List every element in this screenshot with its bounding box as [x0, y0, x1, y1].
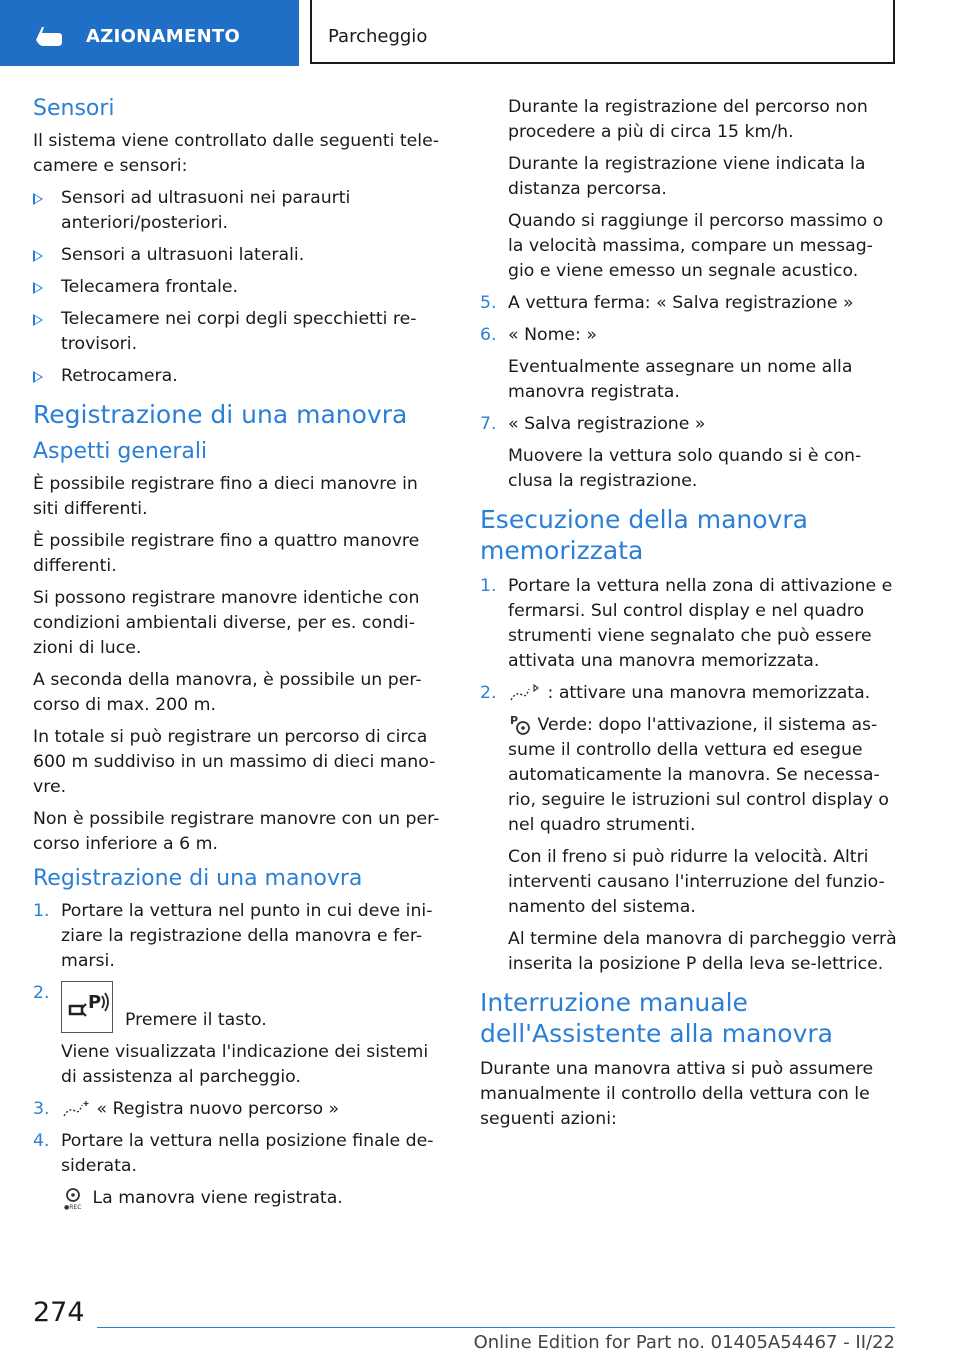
exec-step-1: 1. Portare la vettura nella zona di attivazione e fermarsi. Sul control display e nel quadro strumenti viene segnalato che può essere attivata una manovra memorizzata.	[480, 576, 893, 671]
list-item: Telecamere nei corpi degli specchietti re-trovisori.	[33, 307, 448, 357]
svg-text:P: P	[88, 992, 102, 1013]
paragraph: Durante la registrazione viene indicata la distanza percorsa.	[508, 154, 866, 199]
paragraph: A seconda della manovra, è possibile un per-corso di max. 200 m.	[33, 670, 422, 715]
heading-aspetti: Aspetti generali	[33, 439, 208, 464]
exec-step-2: 2. : attivare una manovra memorizzata.	[480, 683, 871, 703]
topic-title: Parcheggio	[328, 26, 428, 47]
heading-interruzione: Interruzione manuale dell'Assistente alla manovra	[480, 988, 833, 1048]
heading-registrazione-sub: Registrazione di una manovra	[33, 866, 363, 891]
heading-registrazione: Registrazione di una manovra	[33, 400, 408, 429]
sensori-intro: Il sistema viene controllato dalle seguenti tele-camere e sensori:	[33, 131, 439, 176]
heading-sensori: Sensori	[33, 96, 115, 121]
paragraph: In totale si può registrare un percorso di circa 600 m suddiviso in un massimo di dieci mano-vre.	[33, 727, 436, 797]
parking-assist-button-icon	[61, 981, 113, 1033]
paragraph: Quando si raggiunge il percorso massimo o la velocità massima, compare un messag-gio e viene emesso un segnale acustico.	[508, 211, 884, 281]
section-title: AZIONAMENTO	[86, 26, 241, 47]
list-item: Sensori a ultrasuoni laterali.	[33, 243, 448, 268]
section-tab	[0, 0, 299, 66]
steering-active-icon	[508, 713, 532, 737]
list-item: Retrocamera.	[33, 364, 448, 389]
footer-divider	[97, 1327, 895, 1328]
bullet-triangle-icon	[33, 250, 43, 262]
exec-step-2-note: Con il freno si può ridurre la velocità. Altri interventi causano l'interruzione del funzio-namento del sistema.	[508, 847, 885, 917]
paragraph: È possibile registrare fino a dieci manovre in siti differenti.	[33, 474, 418, 519]
step-5: 5. A vettura ferma: « Salva registrazione »	[480, 293, 854, 313]
bullet-triangle-icon	[33, 282, 43, 294]
list-item: Telecamera frontale.	[33, 275, 448, 300]
left-column	[33, 95, 448, 1218]
step-4-note: ●REC La manovra viene registrata.	[61, 1186, 448, 1211]
paragraph: È possibile registrare fino a quattro manovre differenti.	[33, 531, 420, 576]
right-column	[480, 95, 898, 1139]
paragraph: Non è possibile registrare manovre con un per-corso inferiore a 6 m.	[33, 809, 440, 854]
bullet-triangle-icon	[33, 371, 43, 383]
step-7: 7. « Salva registrazione »	[480, 414, 706, 434]
new-route-icon	[61, 1099, 91, 1119]
footer-edition: Online Edition for Part no. 01405A54467 - II/22	[473, 1332, 895, 1353]
paragraph: Durante una manovra attiva si può assumere manualmente il controllo della vettura con le seguenti azioni:	[480, 1059, 874, 1129]
step-6-note: Eventualmente assegnare un nome alla manovra registrata.	[508, 357, 853, 402]
list-item: Sensori ad ultrasuoni nei paraurti anteriori/posteriori.	[33, 186, 448, 236]
bullet-triangle-icon	[33, 193, 43, 205]
step-6: 6. « Nome: »	[480, 325, 597, 345]
exec-step-2-note: P Verde: dopo l'attivazione, il sistema as-sume il controllo della vettura ed esegue automaticamente la manovra. Se necessa-rio, seguire le istruzioni sul control display o nel quadro strumenti.	[508, 714, 890, 835]
page-header	[0, 0, 960, 66]
step-7-note: Muovere la vettura solo quando si è con-clusa la registrazione.	[508, 446, 862, 491]
step-2-note: Viene visualizzata l'indicazione dei sistemi di assistenza al parcheggio.	[61, 1042, 429, 1087]
activate-route-icon	[508, 683, 542, 703]
exec-step-2-note: Al termine dela manovra di parcheggio verrà inserita la posizione P della leva se-lettrice.	[508, 929, 897, 974]
paragraph: Si possono registrare manovre identiche con condizioni ambientali diverse, per es. condi-zioni di luce.	[33, 588, 420, 658]
step-1: 1. Portare la vettura nel punto in cui deve ini-ziare la registrazione della manovra e fer-marsi.	[33, 901, 433, 971]
steering-recording-icon	[61, 1186, 87, 1210]
hand-pointer-icon	[32, 22, 66, 48]
step-4: 4. Portare la vettura nella posizione finale de-siderata.	[33, 1131, 434, 1176]
paragraph: Durante la registrazione del percorso non procedere a più di circa 15 km/h.	[508, 97, 868, 142]
bullet-triangle-icon	[33, 314, 43, 326]
heading-esecuzione: Esecuzione della manovra memorizzata	[480, 505, 808, 565]
step-2: 2. P Premere il tasto.	[33, 981, 448, 1033]
step-3: 3. « Registra nuovo percorso »	[33, 1099, 340, 1119]
page-number: 274	[33, 1297, 85, 1328]
svg-text:●REC: ●REC	[64, 1204, 82, 1210]
svg-text:P: P	[510, 714, 519, 727]
topic-box	[310, 0, 895, 64]
